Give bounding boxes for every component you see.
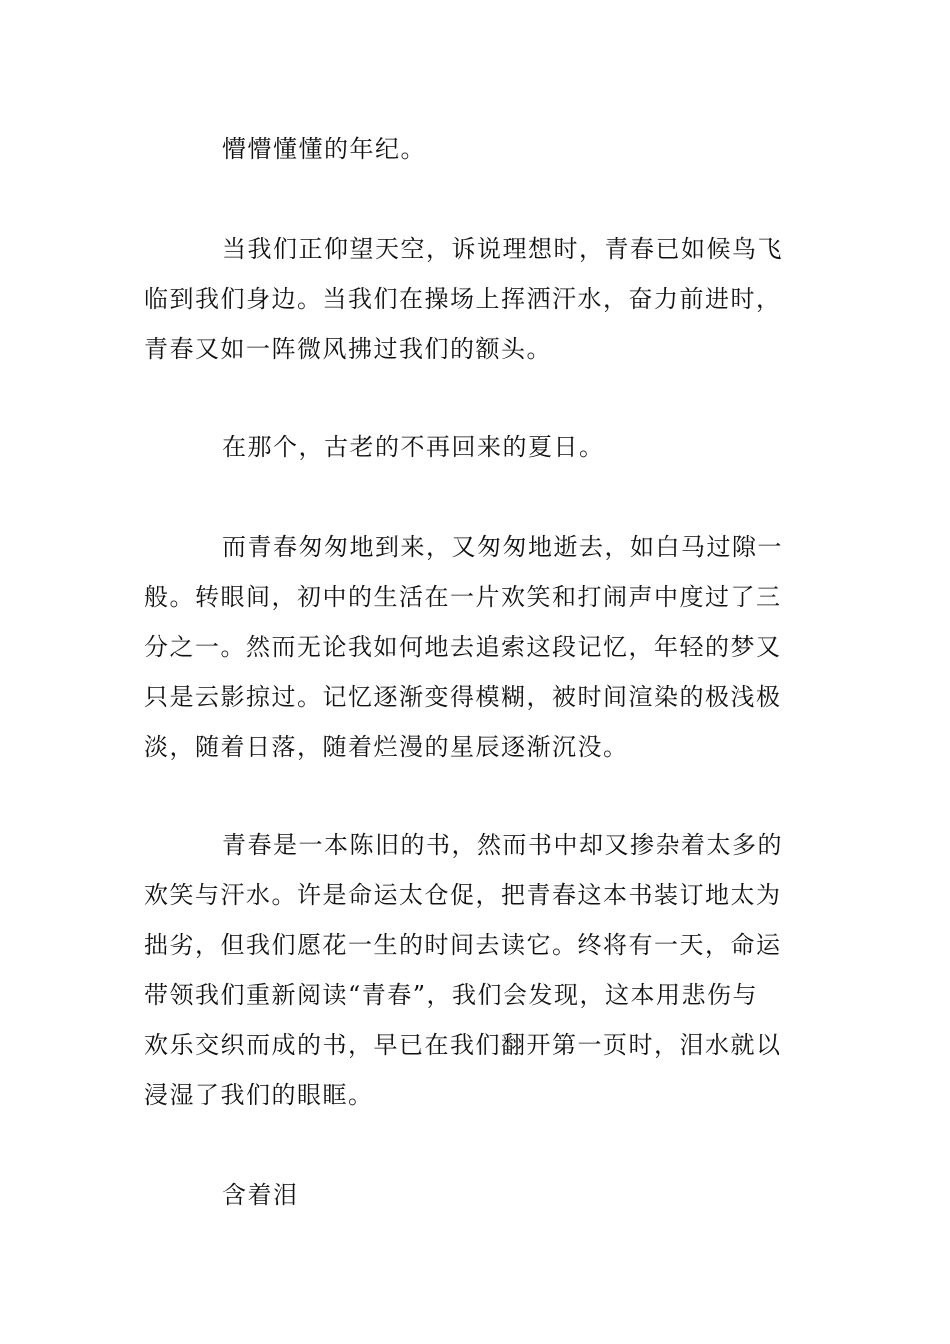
paragraph-line: 分之一。然而无论我如何地去追索这段记忆，年轻的梦又 bbox=[144, 633, 782, 661]
paragraph-line: 拙劣，但我们愿花一生的时间去读它。终将有一天，命运 bbox=[144, 931, 782, 959]
paragraph-3 bbox=[144, 422, 806, 472]
paragraph-line: 临到我们身边。当我们在操场上挥洒汗水，奋力前进时， bbox=[144, 285, 782, 313]
paragraph-line: 带领我们重新阅读“青春”，我们会发现，这本用悲伤与 bbox=[144, 981, 759, 1009]
paragraph-line: 欢乐交织而成的书，早已在我们翻开第一页时，泪水就以 bbox=[144, 1031, 782, 1059]
paragraph-2 bbox=[144, 224, 806, 374]
paragraph-line: 而青春匆匆地到来，又匆匆地逝去，如白马过隙一 bbox=[222, 533, 783, 561]
paragraph-line: 浸湿了我们的眼眶。 bbox=[144, 1081, 374, 1109]
paragraph-line: 懵懵懂懂的年纪。 bbox=[222, 135, 426, 163]
paragraph-line: 般。转眼间，初中的生活在一片欢笑和打闹声中度过了三 bbox=[144, 583, 782, 611]
paragraph-5 bbox=[144, 820, 806, 1120]
paragraph-line: 淡，随着日落，随着烂漫的星辰逐渐沉没。 bbox=[144, 733, 629, 761]
paragraph-6 bbox=[144, 1170, 806, 1220]
paragraph-line: 含着泪 bbox=[222, 1181, 299, 1209]
paragraph-1 bbox=[144, 124, 806, 174]
paragraph-line: 青春是一本陈旧的书，然而书中却又掺杂着太多的 bbox=[222, 831, 783, 859]
paragraph-line: 欢笑与汗水。许是命运太仓促，把青春这本书装订地太为 bbox=[144, 881, 782, 909]
paragraph-line: 当我们正仰望天空，诉说理想时，青春已如候鸟飞 bbox=[222, 235, 783, 263]
paragraph-line: 只是云影掠过。记忆逐渐变得模糊，被时间渲染的极浅极 bbox=[144, 683, 782, 711]
paragraph-line: 在那个，古老的不再回来的夏日。 bbox=[222, 433, 605, 461]
paragraph-4 bbox=[144, 522, 806, 772]
paragraph-line: 青春又如一阵微风拂过我们的额头。 bbox=[144, 335, 552, 363]
